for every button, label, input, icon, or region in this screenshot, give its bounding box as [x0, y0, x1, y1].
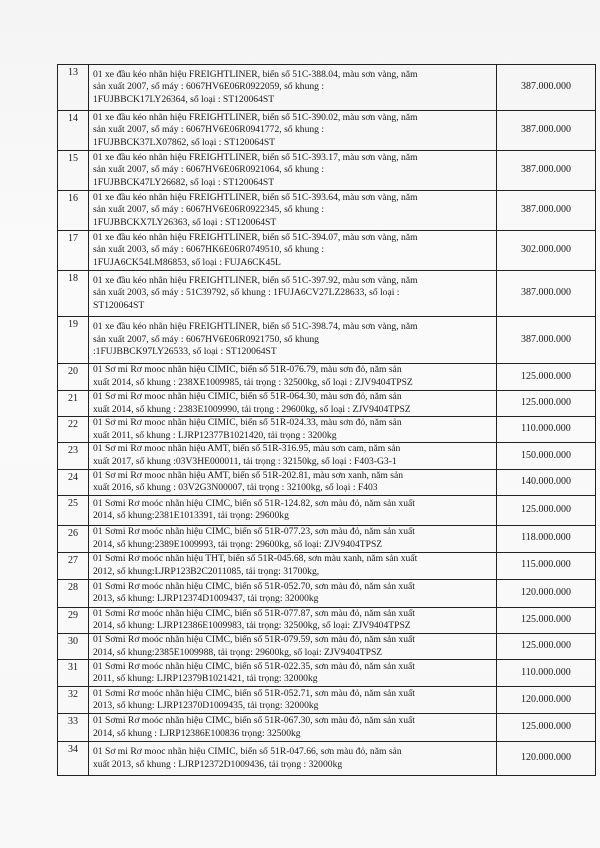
table-row	[58, 364, 596, 391]
asset-price: 387.000.000	[497, 151, 596, 191]
asset-price: 110.000.000	[497, 660, 596, 687]
description-line: 01 Sơmi Rơ moóc nhãn hiệu CIMC, biển số 51R-052.70, sơn màu đỏ, năm sản xuất	[93, 580, 415, 592]
row-number: 24	[58, 469, 89, 495]
asset-description	[89, 607, 497, 633]
table-row	[58, 469, 596, 495]
table-row	[58, 742, 596, 776]
table-row	[58, 231, 596, 271]
description-line: 2014, số khung:2385E1009988, tải trọng: 29600kg, số loại: ZJV9404TPSZ	[93, 646, 383, 658]
asset-description	[89, 633, 497, 659]
asset-price: 125.000.000	[497, 714, 596, 742]
asset-description	[89, 469, 497, 495]
description-line: 01 Sơmi Rơ moóc nhãn hiệu CIMC, biển số 51R-079.59, sơn màu đỏ, năm sản xuất	[93, 633, 415, 645]
description-line: sản xuất 2007, số máy : 6067HV6E06R0921750, số khung	[93, 333, 319, 345]
asset-list-table	[57, 64, 596, 776]
row-number: 18	[58, 271, 89, 317]
description-line: 01 Sơmi Rơ moóc nhãn hiệu THT, biển số 51R-045.68, sơn màu xanh, năm sản xuất	[93, 553, 418, 565]
asset-description	[89, 191, 497, 231]
description-line: xuất 2014, số khung : 2383E1009990, tải trọng : 29600kg, số loại : ZJV9404TPSZ	[93, 403, 411, 415]
description-line: ST120064ST	[93, 299, 145, 311]
description-line: 01 xe đầu kéo nhãn hiệu FREIGHTLINER, biển số 51C-398.74, màu sơn vàng, năm	[93, 321, 418, 333]
asset-price: 125.000.000	[497, 364, 596, 391]
description-line: xuất 2011, số khung : LJRP12377B1021420, tải trọng : 3200kg	[93, 429, 337, 441]
description-line: xuất 2017, số khung :03V3HE000011, tải trọng : 32150kg, số loại : F403-G3-1	[93, 455, 397, 467]
row-number: 32	[58, 687, 89, 714]
row-number: 19	[58, 317, 89, 364]
asset-price: 387.000.000	[497, 191, 596, 231]
asset-description	[89, 579, 497, 607]
description-line: 1FUJBBCK47LY26682, số loại : ST120064ST	[93, 176, 275, 188]
description-line: 01 Sơmi Rơ moóc nhãn hiệu CIMC, biển số 51R-067.30, sơn màu đỏ, năm sản xuất	[93, 715, 415, 727]
description-line: 01 Sơ mi Rơ mooc nhãn hiệu CIMIC, biển số 51R-047.66, sơn màu đỏ, năm sản	[93, 746, 402, 758]
asset-description	[89, 742, 497, 776]
asset-price: 387.000.000	[497, 271, 596, 317]
description-line: 2014, số khung : LJRP12386E100836 trọng: 32500kg	[93, 727, 301, 739]
description-line: sản xuất 2003, số máy : 51C39792, số khung : 1FUJA6CV27LZ28633, số loại :	[93, 287, 400, 299]
table-row	[58, 660, 596, 687]
description-line: 2013, số khung: LJRP12370D1009435, tải trọng: 32000kg	[93, 700, 319, 712]
row-number: 20	[58, 364, 89, 391]
asset-description	[89, 687, 497, 714]
table-row	[58, 417, 596, 443]
description-line: 2013, số khung: LJRP12374D1009437, tải trọng: 32000kg	[93, 593, 319, 605]
description-line: xuất 2016, số khung : 03V2G3N00007, tải trọng : 32100kg, số loại : F403	[93, 482, 378, 494]
description-line: 01 Sơ mi Rơ mooc nhãn hiệu CIMIC, biển số 51R-024.33, màu sơn đỏ, năm sản	[93, 417, 402, 429]
row-number: 21	[58, 391, 89, 417]
description-line: sản xuất 2007, số máy : 6067HV6E06R0922345, số khung :	[93, 204, 325, 216]
description-line: 1FUJBBCK17LY26364, số loại : ST120064ST	[93, 93, 275, 105]
description-line: 01 xe đầu kéo nhãn hiệu FREIGHTLINER, biển số 51C-397.92, màu sơn vàng, năm	[93, 274, 418, 286]
asset-price: 120.000.000	[497, 579, 596, 607]
asset-price: 125.000.000	[497, 607, 596, 633]
description-line: xuất 2013, số khung : LJRP12372D1009436, tải trọng : 32000kg	[93, 758, 343, 770]
asset-price: 387.000.000	[497, 65, 596, 111]
description-line: 01 Sơmi Rơ moóc nhãn hiệu CIMC, biển số 51R-077.87, sơn màu đỏ, năm sản xuất	[93, 607, 415, 619]
description-line: sản xuất 2003, số máy : 6067HK6E06R0749510, số khung :	[93, 244, 325, 256]
asset-description	[89, 443, 497, 469]
asset-price: 125.000.000	[497, 633, 596, 659]
description-line: 01 Sơmi Rơ moóc nhãn hiệu CIMC, biển số 51R-077.23, sơn màu đỏ, năm sản xuất	[93, 526, 415, 538]
description-line: 1FUJBBCK37LX07862, số loại : ST120064ST	[93, 136, 276, 148]
description-line: 2014, số khung:2389E1009993, tải trọng: 29600kg, số loại: ZJV9404TPSZ	[93, 538, 383, 550]
description-line: sản xuất 2007, số máy : 6067HV6E06R0941772, số khung :	[93, 124, 325, 136]
description-line: sản xuất 2007, số máy : 6067HV6E06R0922059, số khung :	[93, 81, 325, 93]
asset-description	[89, 525, 497, 552]
row-number: 22	[58, 417, 89, 443]
row-number: 26	[58, 525, 89, 552]
description-line: 01 xe đầu kéo nhãn hiệu FREIGHTLINER, biển số 51C-393.64, màu sơn vàng, năm	[93, 191, 418, 203]
description-line: 01 Sơmi Rơ moóc nhãn hiệu CIMC, biển số 51R-022.35, sơn màu đỏ, năm sản xuất	[93, 660, 415, 672]
table-row	[58, 525, 596, 552]
row-number: 14	[58, 111, 89, 151]
row-number: 25	[58, 495, 89, 525]
row-number: 28	[58, 579, 89, 607]
row-number: 34	[58, 742, 89, 776]
description-line: 01 xe đầu kéo nhãn hiệu FREIGHTLINER, biển số 51C-388.04, màu sơn vàng, năm	[93, 68, 418, 80]
row-number: 15	[58, 151, 89, 191]
asset-description	[89, 714, 497, 742]
table-row	[58, 391, 596, 417]
description-line: 1FUJA6CK54LM86853, số loại : FUJA6CK45L	[93, 256, 281, 268]
row-number: 27	[58, 552, 89, 579]
row-number: 30	[58, 633, 89, 659]
asset-description	[89, 65, 497, 111]
description-line: 01 xe đầu kéo nhãn hiệu FREIGHTLINER, biển số 51C-394.07, màu sơn vàng, năm	[93, 231, 418, 243]
description-line: 01 Sơ mi Rơ mooc nhãn hiệu AMT, biển số 51R-202.81, màu sơn xanh, năm sản	[93, 469, 404, 481]
table-row	[58, 65, 596, 111]
row-number: 31	[58, 660, 89, 687]
asset-price: 125.000.000	[497, 391, 596, 417]
asset-price: 118.000.000	[497, 525, 596, 552]
row-number: 33	[58, 714, 89, 742]
description-line: 01 Sơ mi Rơ mooc nhãn hiệu AMT, biển số 51R-316.95, màu sơn cam, năm sản	[93, 443, 401, 455]
asset-description	[89, 317, 497, 364]
asset-description	[89, 231, 497, 271]
asset-price: 120.000.000	[497, 687, 596, 714]
asset-price: 125.000.000	[497, 495, 596, 525]
table-row	[58, 191, 596, 231]
description-line: :1FUJBBCK97LY26533, số loại : ST120064ST	[93, 346, 277, 358]
asset-description	[89, 391, 497, 417]
description-line: 2014, số khung: LJRP12386E1009983, tải trọng: 32500kg, số loại: ZJV9404TPSZ	[93, 620, 411, 632]
asset-description	[89, 111, 497, 151]
asset-description	[89, 495, 497, 525]
description-line: 01 Sơ mi Rơ mooc nhãn hiệu CIMIC, biển số 51R-076.79, màu sơn đỏ, năm sản	[93, 364, 402, 376]
table-row	[58, 111, 596, 151]
description-line: xuất 2014, số khung : 238XE1009985, tải trọng : 32500kg, số loại : ZJV9404TPSZ	[93, 377, 413, 388]
asset-description	[89, 417, 497, 443]
description-line: 01 Sơmi Rơ moóc nhãn hiệu CIMC, biển số 51R-124.82, sơn màu đỏ, năm sản xuất	[93, 497, 415, 509]
table-row	[58, 151, 596, 191]
description-line: 2011, số khung: LJRP12379B1021421, tải trọng: 32000kg	[93, 673, 318, 685]
asset-price: 387.000.000	[497, 111, 596, 151]
table-row	[58, 443, 596, 469]
row-number: 23	[58, 443, 89, 469]
asset-price: 302.000.000	[497, 231, 596, 271]
table-row	[58, 687, 596, 714]
asset-price: 387.000.000	[497, 317, 596, 364]
row-number: 16	[58, 191, 89, 231]
table-row	[58, 271, 596, 317]
table-row	[58, 495, 596, 525]
asset-description	[89, 660, 497, 687]
asset-description	[89, 552, 497, 579]
table-row	[58, 317, 596, 364]
table-row	[58, 579, 596, 607]
asset-price: 150.000.000	[497, 443, 596, 469]
asset-price: 110.000.000	[497, 417, 596, 443]
asset-description	[89, 271, 497, 317]
description-line: 2014, số khung:2381E1013391, tải trọng: 29600kg	[93, 510, 289, 522]
asset-price: 120.000.000	[497, 742, 596, 776]
description-line: 01 xe đầu kéo nhãn hiệu FREIGHTLINER, biển số 51C-393.17, màu sơn vàng, năm	[93, 151, 418, 163]
table-row	[58, 552, 596, 579]
description-line: 01 Sơ mi Rơ mooc nhãn hiệu CIMIC, biển số 51R-064.30, màu sơn đỏ, năm sản	[93, 391, 402, 402]
description-line: 01 xe đầu kéo nhãn hiệu FREIGHTLINER, biển số 51C-390.02, màu sơn vàng, năm	[93, 111, 418, 123]
row-number: 29	[58, 607, 89, 633]
asset-price: 140.000.000	[497, 469, 596, 495]
table-row	[58, 714, 596, 742]
description-line: 01 Sơmi Rơ moóc nhãn hiệu CIMC, biển số 51R-052.71, sơn màu đỏ, năm sản xuất	[93, 687, 415, 699]
table-row	[58, 607, 596, 633]
description-line: sản xuất 2007, số máy : 6067HV6E06R0921064, số khung :	[93, 164, 325, 176]
asset-description	[89, 151, 497, 191]
description-line: 1FUJBBCKX7LY26363, số loại : ST120064ST	[93, 216, 277, 228]
row-number: 13	[58, 65, 89, 111]
row-number: 17	[58, 231, 89, 271]
description-line: 2012, số khung:LJRP123B2C2011085, tải trọng: 31700kg,	[93, 565, 320, 577]
asset-description	[89, 364, 497, 391]
asset-price: 115.000.000	[497, 552, 596, 579]
table-row	[58, 633, 596, 659]
